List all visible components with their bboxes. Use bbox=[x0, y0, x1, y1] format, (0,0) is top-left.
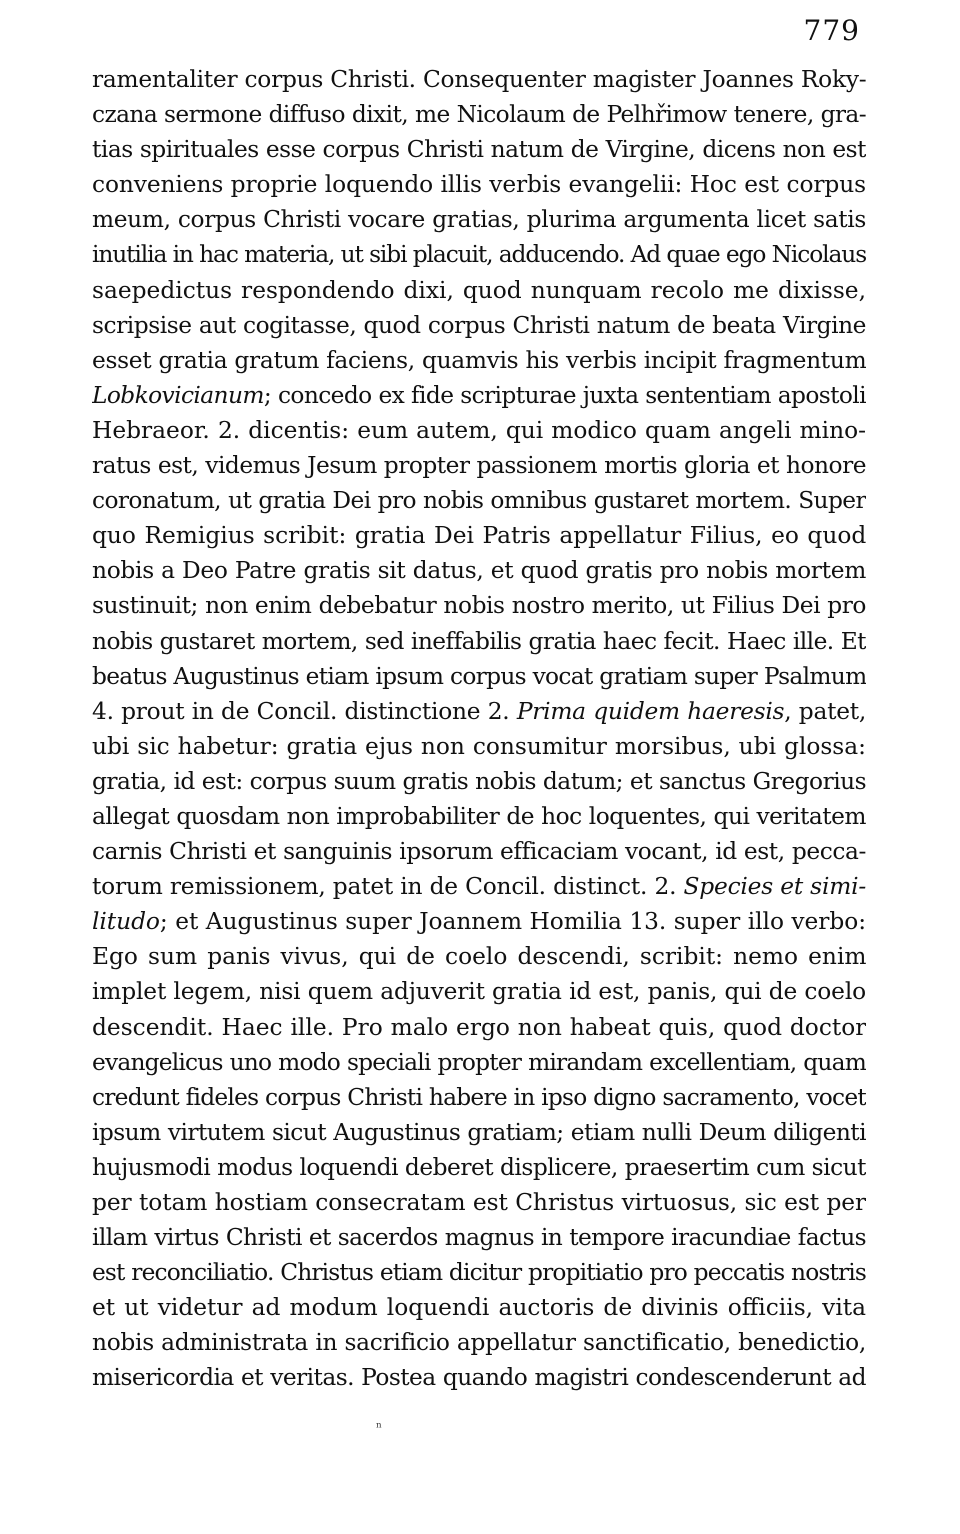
text-segment: gratia, id est: corpus suum gratis nobis datum; et sanctus Gregorius bbox=[92, 767, 866, 795]
text-segment: ; et Augustinus super Joannem Homilia 13. super illo verbo: bbox=[159, 908, 866, 936]
text-line bbox=[92, 834, 866, 869]
text-segment: misericordia et veritas. Postea quando magistri condescenderunt ad bbox=[92, 1364, 866, 1392]
text-segment: et ut videtur ad modum loquendi auctoris de divinis officiis, vita bbox=[92, 1294, 866, 1322]
body-text bbox=[92, 62, 866, 1396]
text-segment: meum, corpus Christi vocare gratias, plurima argumenta licet satis bbox=[92, 206, 866, 234]
text-line bbox=[92, 939, 866, 974]
text-line bbox=[92, 869, 866, 904]
text-line bbox=[92, 448, 866, 483]
text-segment: allegat quosdam non improbabiliter de hoc loquentes, qui veritatem bbox=[92, 802, 866, 830]
text-segment: esset gratia gratum faciens, quamvis his verbis incipit fragmentum bbox=[92, 346, 866, 374]
text-line bbox=[92, 62, 866, 97]
italic-text: Species et simi- bbox=[683, 873, 866, 901]
text-segment: nobis a Deo Patre gratis sit datus, et quod gratis pro nobis mortem bbox=[92, 557, 866, 585]
text-line bbox=[92, 694, 866, 729]
text-line bbox=[92, 1360, 866, 1395]
text-line bbox=[92, 1010, 866, 1045]
text-line bbox=[92, 1220, 866, 1255]
text-segment: credunt fideles corpus Christi habere in ipso digno sacramento, vocet bbox=[92, 1083, 866, 1111]
text-line bbox=[92, 202, 866, 237]
text-line bbox=[92, 659, 866, 694]
text-line bbox=[92, 1115, 866, 1150]
text-line bbox=[92, 97, 866, 132]
text-line bbox=[92, 132, 866, 167]
text-line bbox=[92, 1290, 866, 1325]
text-line bbox=[92, 764, 866, 799]
text-segment: scripsise aut cogitasse, quod corpus Christi natum de beata Virgine bbox=[92, 311, 866, 339]
text-segment: est reconciliatio. Christus etiam dicitur propitiatio pro peccatis nostris bbox=[92, 1259, 866, 1287]
text-segment: nobis gustaret mortem, sed ineffabilis gratia haec fecit. Haec ille. Et bbox=[92, 627, 866, 655]
text-line bbox=[92, 1045, 866, 1080]
text-line bbox=[92, 729, 866, 764]
italic-text: litudo bbox=[92, 908, 160, 936]
text-line bbox=[92, 518, 866, 553]
text-line bbox=[92, 1325, 866, 1360]
text-segment: evangelicus uno modo speciali propter mirandam excellentiam, quam bbox=[92, 1048, 866, 1076]
text-segment: carnis Christi et sanguinis ipsorum efficaciam vocant, id est, pecca- bbox=[92, 838, 866, 866]
text-segment: inutilia in hac materia, ut sibi placuit, adducendo. Ad quae ego Nicolaus bbox=[92, 241, 866, 269]
italic-text: Lobkovicianum bbox=[92, 381, 264, 409]
text-line bbox=[92, 273, 866, 308]
text-segment: torum remissionem, patet in de Concil. distinct. 2. bbox=[92, 873, 684, 901]
text-segment: ramentaliter corpus Christi. Consequenter magister Joannes Roky- bbox=[92, 66, 866, 93]
printer-mark: ⁿ bbox=[376, 1420, 383, 1436]
text-line bbox=[92, 237, 866, 272]
text-segment: ubi sic habetur: gratia ejus non consumitur morsibus, ubi glossa: bbox=[92, 732, 866, 760]
text-line bbox=[92, 904, 866, 939]
text-segment: czana sermone diffuso dixit, me Nicolaum de Pelhřimow tenere, gra- bbox=[92, 101, 866, 129]
text-segment: ratus est, videmus Jesum propter passionem mortis gloria et honore bbox=[92, 452, 866, 480]
text-segment: conveniens proprie loquendo illis verbis evangelii: Hoc est corpus bbox=[92, 171, 866, 199]
text-line bbox=[92, 413, 866, 448]
text-line bbox=[92, 343, 866, 378]
text-line bbox=[92, 1255, 866, 1290]
text-segment: beatus Augustinus etiam ipsum corpus vocat gratiam super Psalmum bbox=[92, 662, 866, 690]
text-segment: Hebraeor. 2. dicentis: eum autem, qui modico quam angeli mino- bbox=[92, 416, 866, 444]
text-segment: descendit. Haec ille. Pro malo ergo non habeat quis, quod doctor bbox=[92, 1013, 866, 1041]
text-line bbox=[92, 553, 866, 588]
text-segment: implet legem, nisi quem adjuverit gratia id est, panis, qui de coelo bbox=[92, 978, 866, 1006]
text-line bbox=[92, 1150, 866, 1185]
text-segment: saepedictus respondendo dixi, quod nunquam recolo me dixisse, bbox=[92, 276, 866, 304]
text-segment: Ego sum panis vivus, qui de coelo descendi, scribit: nemo enim bbox=[92, 943, 866, 971]
page-number: 779 bbox=[803, 14, 860, 47]
text-segment: quo Remigius scribit: gratia Dei Patris appellatur Filius, eo quod bbox=[92, 522, 866, 550]
text-segment: per totam hostiam consecratam est Christus virtuosus, sic est per bbox=[92, 1189, 866, 1216]
text-line bbox=[92, 1185, 866, 1220]
text-line bbox=[92, 378, 866, 413]
text-line bbox=[92, 308, 866, 343]
text-line bbox=[92, 799, 866, 834]
text-line bbox=[92, 588, 866, 623]
text-segment: , patet, bbox=[784, 697, 866, 725]
text-segment: ipsum virtutem sicut Augustinus gratiam; etiam nulli Deum diligenti bbox=[92, 1118, 866, 1146]
text-segment: tias spirituales esse corpus Christi natum de Virgine, dicens non est bbox=[92, 136, 866, 164]
text-line bbox=[92, 483, 866, 518]
text-segment: sustinuit; non enim debebatur nobis nostro merito, ut Filius Dei pro bbox=[92, 592, 866, 620]
text-segment: hujusmodi modus loquendi deberet displicere, praesertim cum sicut bbox=[92, 1153, 866, 1181]
text-segment: nobis administrata in sacrificio appellatur sanctificatio, benedictio, bbox=[92, 1329, 866, 1357]
text-segment: ; concedo ex fide scripturae juxta sententiam apostoli bbox=[263, 381, 866, 409]
text-line bbox=[92, 974, 866, 1009]
text-segment: illam virtus Christi et sacerdos magnus in tempore iracundiae factus bbox=[92, 1224, 866, 1252]
text-line bbox=[92, 1080, 866, 1115]
italic-text: Prima quidem haeresis bbox=[516, 697, 785, 725]
text-line bbox=[92, 624, 866, 659]
text-line bbox=[92, 167, 866, 202]
text-segment: coronatum, ut gratia Dei pro nobis omnibus gustaret mortem. Super bbox=[92, 487, 866, 515]
text-segment: 4. prout in de Concil. distinctione 2. bbox=[92, 697, 517, 725]
